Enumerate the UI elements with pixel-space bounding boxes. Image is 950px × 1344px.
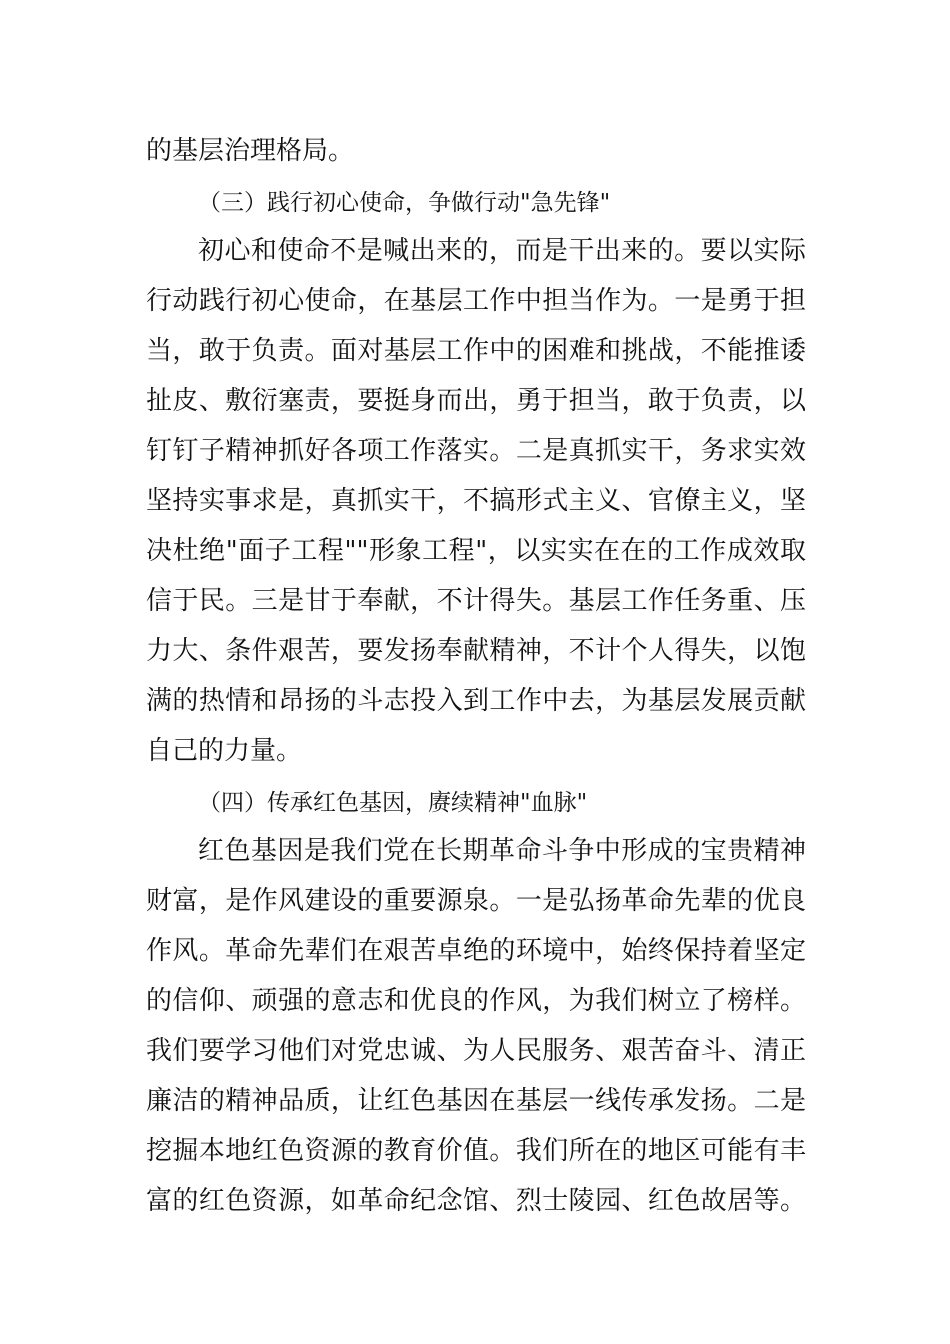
paragraph-line: 信于民。三是甘于奉献，不计得失。基层工作任务重、压 [146, 586, 806, 616]
paragraph-line: 财富，是作风建设的重要源泉。一是弘扬革命先辈的优良 [146, 886, 806, 916]
paragraph-line: 的基层治理格局。 [146, 136, 355, 166]
paragraph-line: 挖掘本地红色资源的教育价值。我们所在的地区可能有丰 [146, 1136, 806, 1166]
paragraph-line: 作风。革命先辈们在艰苦卓绝的环境中，始终保持着坚定 [146, 936, 806, 966]
paragraph-line: 红色基因是我们党在长期革命斗争中形成的宝贵精神 [198, 836, 806, 866]
paragraph-line: 力大、条件艰苦，要发扬奉献精神，不计个人得失，以饱 [146, 636, 806, 666]
paragraph-line: 的信仰、顽强的意志和优良的作风，为我们树立了榜样。 [146, 986, 806, 1016]
paragraph-line: 钉钉子精神抓好各项工作落实。二是真抓实干，务求实效 [146, 436, 806, 466]
paragraph-line: 行动践行初心使命，在基层工作中担当作为。一是勇于担 [146, 286, 806, 316]
paragraph-line: 决杜绝"面子工程""形象工程"，以实实在在的工作成效取 [146, 536, 806, 566]
paragraph-line: 满的热情和昂扬的斗志投入到工作中去，为基层发展贡献 [146, 686, 806, 716]
paragraph-line: 廉洁的精神品质，让红色基因在基层一线传承发扬。二是 [146, 1086, 806, 1116]
paragraph-line: 当，敢于负责。面对基层工作中的困难和挑战，不能推诿 [146, 336, 806, 366]
paragraph-line: 扯皮、敷衍塞责，要挺身而出，勇于担当，敢于负责，以 [146, 386, 806, 416]
paragraph-line: 富的红色资源，如革命纪念馆、烈士陵园、红色故居等。 [146, 1186, 806, 1216]
section-heading-3: （三）践行初心使命，争做行动"急先锋" [198, 190, 611, 216]
paragraph-line: 初心和使命不是喊出来的，而是干出来的。要以实际 [198, 236, 806, 266]
paragraph-line: 自己的力量。 [146, 736, 303, 766]
paragraph-line: 坚持实事求是，真抓实干，不搞形式主义、官僚主义，坚 [146, 486, 806, 516]
paragraph-line: 我们要学习他们对党忠诚、为人民服务、艰苦奋斗、清正 [146, 1036, 806, 1066]
section-heading-4: （四）传承红色基因，赓续精神"血脉" [198, 790, 588, 816]
